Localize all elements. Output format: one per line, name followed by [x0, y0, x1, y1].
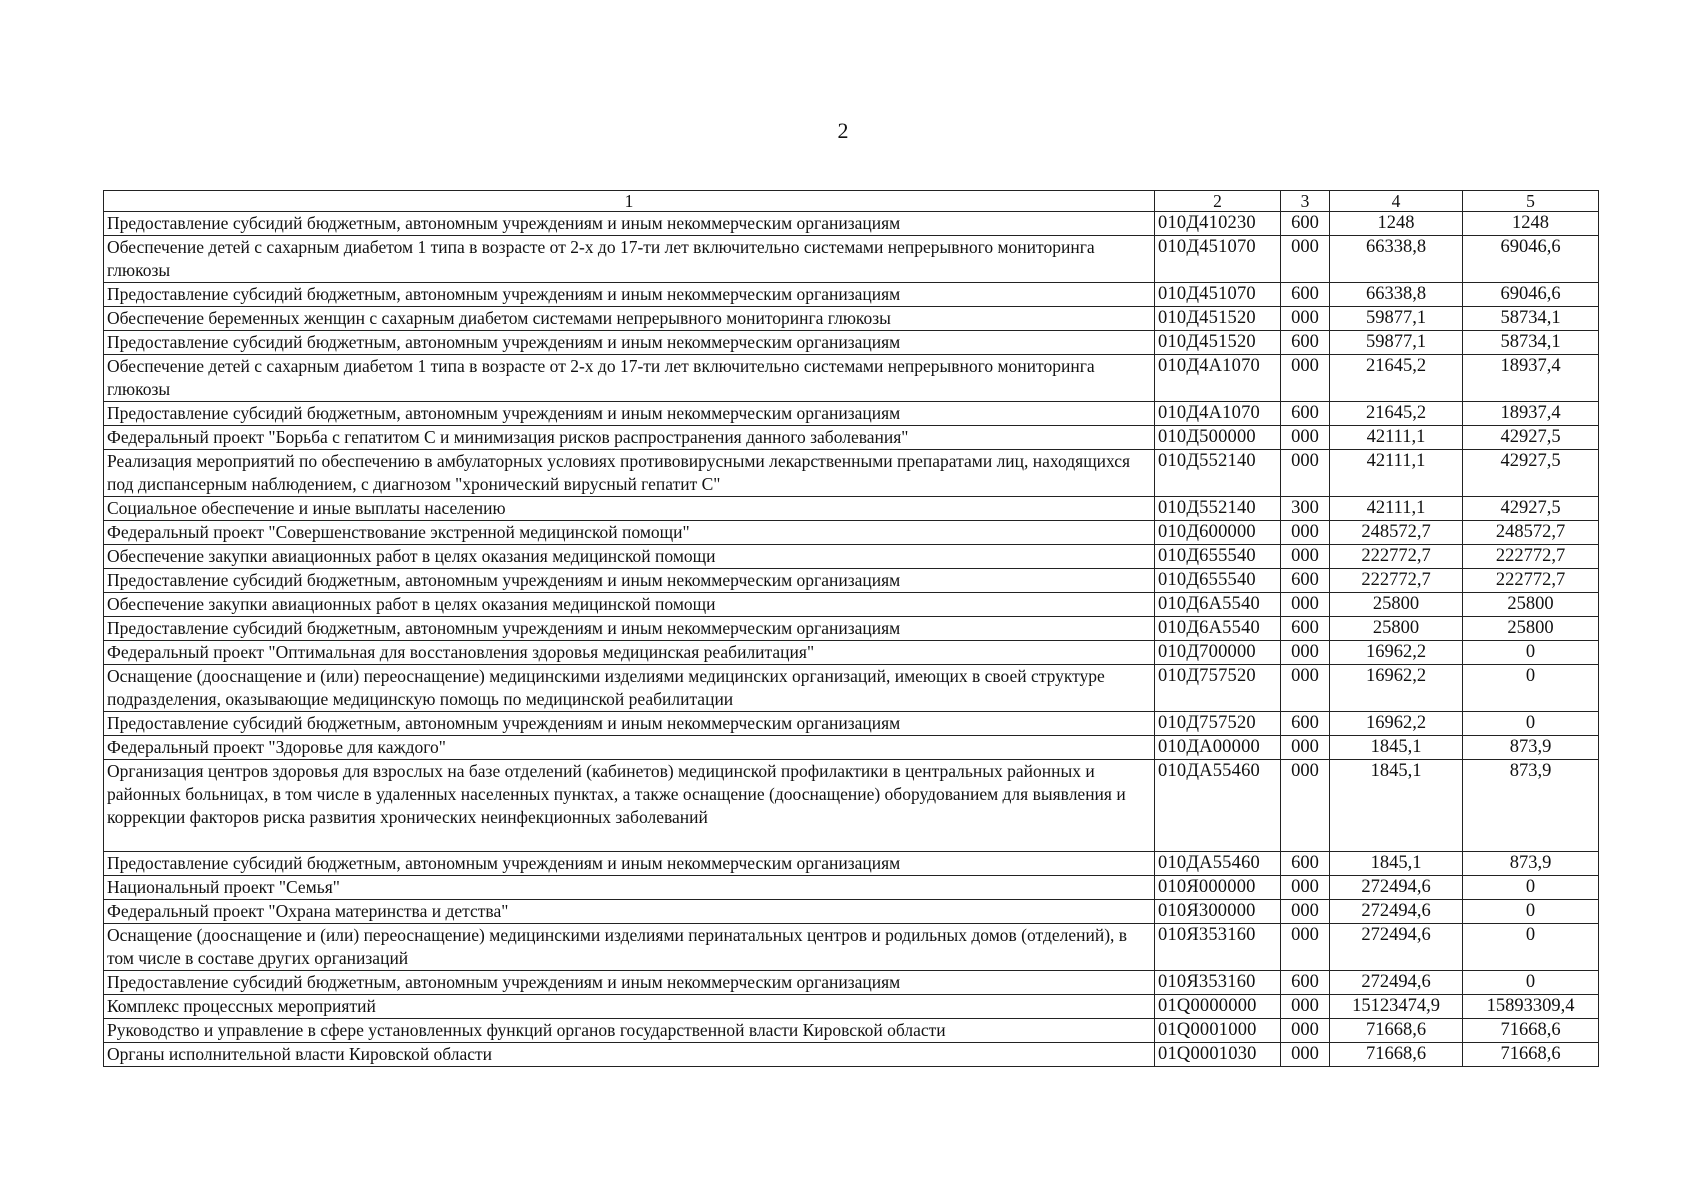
cell-code: 010Д655540: [1155, 569, 1281, 593]
table-row: [104, 545, 1599, 569]
table-row: [104, 712, 1599, 736]
cell-value-year1: 248572,7: [1330, 521, 1463, 545]
cell-name: Предоставление субсидий бюджетным, автономным учреждениям и иным некоммерческим организациям: [104, 617, 1155, 641]
cell-value-year1: 272494,6: [1330, 924, 1463, 971]
table-body: [104, 212, 1599, 1067]
cell-code: 010Д4А1070: [1155, 355, 1281, 402]
table-row: [104, 355, 1599, 402]
cell-code: 010Д552140: [1155, 497, 1281, 521]
cell-code: 010ДА55460: [1155, 852, 1281, 876]
cell-value-year2: 222772,7: [1463, 545, 1599, 569]
cell-code: 010Д6А5540: [1155, 617, 1281, 641]
table-row: [104, 736, 1599, 760]
table-row: [104, 212, 1599, 236]
cell-value-year1: 222772,7: [1330, 545, 1463, 569]
table-row: [104, 450, 1599, 497]
cell-code: 01Q0001030: [1155, 1043, 1281, 1067]
cell-name: Предоставление субсидий бюджетным, автономным учреждениям и иным некоммерческим организациям: [104, 283, 1155, 307]
cell-code: 010Д451070: [1155, 283, 1281, 307]
cell-expense-type: 000: [1281, 545, 1330, 569]
table-row: [104, 236, 1599, 283]
cell-value-year2: 58734,1: [1463, 307, 1599, 331]
cell-value-year2: 873,9: [1463, 852, 1599, 876]
cell-code: 010Д552140: [1155, 450, 1281, 497]
cell-value-year1: 272494,6: [1330, 971, 1463, 995]
cell-code: 010Я353160: [1155, 924, 1281, 971]
table-row: [104, 900, 1599, 924]
cell-expense-type: 000: [1281, 760, 1330, 852]
cell-code: 010Я000000: [1155, 876, 1281, 900]
cell-expense-type: 000: [1281, 426, 1330, 450]
column-header-2: 2: [1155, 191, 1281, 212]
cell-value-year1: 25800: [1330, 617, 1463, 641]
table-row: [104, 426, 1599, 450]
cell-code: 010Я300000: [1155, 900, 1281, 924]
cell-value-year2: 222772,7: [1463, 569, 1599, 593]
table-row: [104, 995, 1599, 1019]
cell-value-year2: 0: [1463, 641, 1599, 665]
cell-value-year1: 1248: [1330, 212, 1463, 236]
cell-expense-type: 000: [1281, 1019, 1330, 1043]
table-row: [104, 852, 1599, 876]
cell-value-year1: 71668,6: [1330, 1019, 1463, 1043]
cell-value-year2: 0: [1463, 971, 1599, 995]
cell-code: 010ДА55460: [1155, 760, 1281, 852]
cell-value-year1: 16962,2: [1330, 665, 1463, 712]
cell-code: 010ДА00000: [1155, 736, 1281, 760]
table-row: [104, 1043, 1599, 1067]
cell-value-year1: 272494,6: [1330, 900, 1463, 924]
table-row: [104, 497, 1599, 521]
cell-value-year1: 59877,1: [1330, 331, 1463, 355]
cell-value-year1: 16962,2: [1330, 712, 1463, 736]
cell-name: Национальный проект "Семья": [104, 876, 1155, 900]
cell-code: 01Q0000000: [1155, 995, 1281, 1019]
table-row: [104, 641, 1599, 665]
cell-expense-type: 000: [1281, 995, 1330, 1019]
cell-expense-type: 600: [1281, 971, 1330, 995]
cell-code: 01Q0001000: [1155, 1019, 1281, 1043]
cell-expense-type: 000: [1281, 355, 1330, 402]
cell-expense-type: 000: [1281, 236, 1330, 283]
cell-expense-type: 600: [1281, 283, 1330, 307]
cell-name: Реализация мероприятий по обеспечению в амбулаторных условиях противовирусными лекарственными препаратами лиц, находящихся под диспансерным наблюдением, с диагнозом "хронический вирусный гепатит С": [104, 450, 1155, 497]
cell-value-year2: 71668,6: [1463, 1019, 1599, 1043]
cell-value-year2: 42927,5: [1463, 497, 1599, 521]
table-row: [104, 569, 1599, 593]
cell-name: Федеральный проект "Совершенствование экстренной медицинской помощи": [104, 521, 1155, 545]
cell-expense-type: 000: [1281, 665, 1330, 712]
cell-name: Федеральный проект "Охрана материнства и детства": [104, 900, 1155, 924]
cell-value-year2: 0: [1463, 876, 1599, 900]
cell-value-year2: 0: [1463, 665, 1599, 712]
cell-expense-type: 600: [1281, 212, 1330, 236]
cell-expense-type: 000: [1281, 641, 1330, 665]
table-row: [104, 876, 1599, 900]
cell-code: 010Д757520: [1155, 665, 1281, 712]
cell-name: Оснащение (дооснащение и (или) переоснащение) медицинскими изделиями медицинских организаций, имеющих в своей структуре подразделения, оказывающие медицинскую помощь по медицинской реабилитации: [104, 665, 1155, 712]
column-header-4: 4: [1330, 191, 1463, 212]
cell-expense-type: 000: [1281, 521, 1330, 545]
cell-name: Обеспечение закупки авиационных работ в целях оказания медицинской помощи: [104, 545, 1155, 569]
table-row: [104, 760, 1599, 852]
cell-name: Предоставление субсидий бюджетным, автономным учреждениям и иным некоммерческим организациям: [104, 712, 1155, 736]
cell-value-year2: 873,9: [1463, 736, 1599, 760]
cell-expense-type: 600: [1281, 617, 1330, 641]
cell-value-year2: 18937,4: [1463, 355, 1599, 402]
cell-expense-type: 600: [1281, 712, 1330, 736]
cell-expense-type: 000: [1281, 1043, 1330, 1067]
cell-value-year1: 42111,1: [1330, 497, 1463, 521]
cell-code: 010Д700000: [1155, 641, 1281, 665]
cell-name: Федеральный проект "Здоровье для каждого": [104, 736, 1155, 760]
header-row: [104, 191, 1599, 212]
cell-value-year1: 15123474,9: [1330, 995, 1463, 1019]
cell-value-year1: 16962,2: [1330, 641, 1463, 665]
cell-value-year2: 69046,6: [1463, 283, 1599, 307]
cell-name: Обеспечение беременных женщин с сахарным диабетом системами непрерывного мониторинга глюкозы: [104, 307, 1155, 331]
cell-name: Обеспечение закупки авиационных работ в целях оказания медицинской помощи: [104, 593, 1155, 617]
cell-value-year1: 21645,2: [1330, 355, 1463, 402]
cell-code: 010Д600000: [1155, 521, 1281, 545]
cell-expense-type: 000: [1281, 900, 1330, 924]
cell-name: Обеспечение детей с сахарным диабетом 1 типа в возрасте от 2-х до 17-ти лет включительно системами непрерывного мониторинга глюкозы: [104, 355, 1155, 402]
cell-expense-type: 000: [1281, 593, 1330, 617]
cell-name: Руководство и управление в сфере установленных функций органов государственной власти Кировской области: [104, 1019, 1155, 1043]
table-row: [104, 307, 1599, 331]
column-header-3: 3: [1281, 191, 1330, 212]
cell-value-year1: 272494,6: [1330, 876, 1463, 900]
cell-code: 010Д655540: [1155, 545, 1281, 569]
cell-expense-type: 000: [1281, 307, 1330, 331]
cell-value-year1: 25800: [1330, 593, 1463, 617]
cell-code: 010Д451070: [1155, 236, 1281, 283]
cell-expense-type: 600: [1281, 569, 1330, 593]
cell-expense-type: 000: [1281, 876, 1330, 900]
table-row: [104, 617, 1599, 641]
table-row: [104, 665, 1599, 712]
cell-expense-type: 600: [1281, 331, 1330, 355]
cell-value-year1: 66338,8: [1330, 283, 1463, 307]
table-row: [104, 521, 1599, 545]
cell-value-year2: 71668,6: [1463, 1043, 1599, 1067]
column-header-1: 1: [104, 191, 1155, 212]
cell-value-year2: 0: [1463, 900, 1599, 924]
cell-name: Организация центров здоровья для взрослых на базе отделений (кабинетов) медицинской профилактики в центральных районных и районных больницах, в том числе в удаленных населенных пунктах, а также оснащение (дооснащение) оборудованием для выявления и коррекции факторов риска развития хронических неинфекционных заболеваний: [104, 760, 1155, 852]
cell-name: Федеральный проект "Борьба с гепатитом С и минимизация рисков распространения данного заболевания": [104, 426, 1155, 450]
cell-value-year1: 21645,2: [1330, 402, 1463, 426]
cell-name: Обеспечение детей с сахарным диабетом 1 типа в возрасте от 2-х до 17-ти лет включительно системами непрерывного мониторинга глюкозы: [104, 236, 1155, 283]
cell-value-year2: 0: [1463, 712, 1599, 736]
cell-name: Предоставление субсидий бюджетным, автономным учреждениям и иным некоммерческим организациям: [104, 402, 1155, 426]
table-row: [104, 402, 1599, 426]
budget-table: [103, 190, 1599, 1067]
cell-code: 010Д410230: [1155, 212, 1281, 236]
cell-value-year1: 59877,1: [1330, 307, 1463, 331]
cell-code: 010Д451520: [1155, 331, 1281, 355]
cell-value-year2: 15893309,4: [1463, 995, 1599, 1019]
column-header-5: 5: [1463, 191, 1599, 212]
cell-value-year1: 71668,6: [1330, 1043, 1463, 1067]
cell-code: 010Д757520: [1155, 712, 1281, 736]
cell-code: 010Д6А5540: [1155, 593, 1281, 617]
cell-value-year2: 42927,5: [1463, 426, 1599, 450]
cell-code: 010Д451520: [1155, 307, 1281, 331]
cell-value-year1: 1845,1: [1330, 852, 1463, 876]
table-row: [104, 971, 1599, 995]
cell-value-year1: 42111,1: [1330, 450, 1463, 497]
cell-name: Социальное обеспечение и иные выплаты населению: [104, 497, 1155, 521]
cell-code: 010Я353160: [1155, 971, 1281, 995]
table-row: [104, 331, 1599, 355]
cell-name: Федеральный проект "Оптимальная для восстановления здоровья медицинская реабилитация": [104, 641, 1155, 665]
table-row: [104, 924, 1599, 971]
cell-code: 010Д4А1070: [1155, 402, 1281, 426]
cell-expense-type: 000: [1281, 924, 1330, 971]
cell-value-year2: 25800: [1463, 593, 1599, 617]
cell-name: Предоставление субсидий бюджетным, автономным учреждениям и иным некоммерческим организациям: [104, 971, 1155, 995]
cell-name: Предоставление субсидий бюджетным, автономным учреждениям и иным некоммерческим организациям: [104, 331, 1155, 355]
cell-name: Предоставление субсидий бюджетным, автономным учреждениям и иным некоммерческим организациям: [104, 569, 1155, 593]
cell-expense-type: 000: [1281, 450, 1330, 497]
cell-expense-type: 300: [1281, 497, 1330, 521]
page-number: 2: [837, 118, 849, 143]
table-row: [104, 283, 1599, 307]
cell-name: Комплекс процессных мероприятий: [104, 995, 1155, 1019]
table-row: [104, 593, 1599, 617]
cell-name: Предоставление субсидий бюджетным, автономным учреждениям и иным некоммерческим организациям: [104, 852, 1155, 876]
cell-name: Органы исполнительной власти Кировской области: [104, 1043, 1155, 1067]
cell-value-year1: 42111,1: [1330, 426, 1463, 450]
cell-value-year2: 18937,4: [1463, 402, 1599, 426]
cell-value-year2: 1248: [1463, 212, 1599, 236]
cell-value-year1: 222772,7: [1330, 569, 1463, 593]
cell-value-year2: 873,9: [1463, 760, 1599, 852]
cell-code: 010Д500000: [1155, 426, 1281, 450]
cell-expense-type: 600: [1281, 852, 1330, 876]
cell-value-year2: 69046,6: [1463, 236, 1599, 283]
table-row: [104, 1019, 1599, 1043]
cell-name: Предоставление субсидий бюджетным, автономным учреждениям и иным некоммерческим организациям: [104, 212, 1155, 236]
cell-value-year2: 25800: [1463, 617, 1599, 641]
cell-value-year1: 1845,1: [1330, 760, 1463, 852]
cell-value-year2: 58734,1: [1463, 331, 1599, 355]
cell-expense-type: 000: [1281, 736, 1330, 760]
cell-expense-type: 600: [1281, 402, 1330, 426]
cell-value-year2: 42927,5: [1463, 450, 1599, 497]
cell-value-year2: 248572,7: [1463, 521, 1599, 545]
cell-value-year1: 66338,8: [1330, 236, 1463, 283]
cell-value-year2: 0: [1463, 924, 1599, 971]
cell-value-year1: 1845,1: [1330, 736, 1463, 760]
cell-name: Оснащение (дооснащение и (или) переоснащение) медицинскими изделиями перинатальных центров и родильных домов (отделений), в том числе в составе других организаций: [104, 924, 1155, 971]
